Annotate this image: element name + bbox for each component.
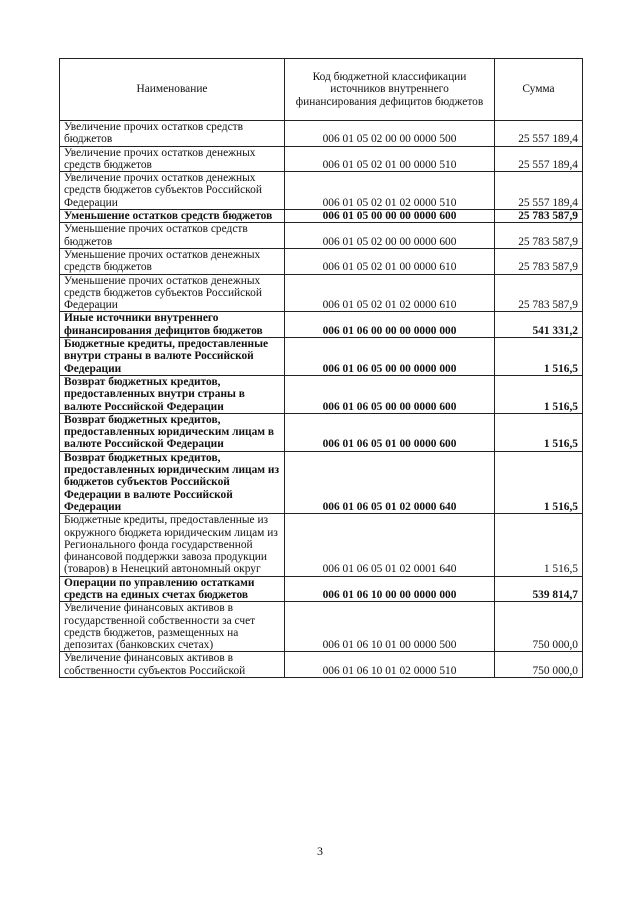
row-amount-cell: 25 783 587,9 (495, 210, 583, 223)
row-name-cell: Увеличение прочих остатков средств бюджетов (60, 121, 285, 147)
row-name-cell: Уменьшение прочих остатков денежных средств бюджетов (60, 248, 285, 274)
table-row (60, 375, 583, 413)
table-row (60, 210, 583, 223)
row-code-cell: 006 01 06 00 00 00 0000 000 (285, 312, 495, 338)
row-name-cell: Возврат бюджетных кредитов, предоставленных юридическим лицам в валюте Российской Федерации (60, 413, 285, 451)
row-code-cell: 006 01 06 05 00 00 0000 600 (285, 375, 495, 413)
budget-sources-table (59, 58, 583, 678)
row-code-cell: 006 01 06 05 01 02 0000 640 (285, 451, 495, 513)
row-code-cell: 006 01 05 02 00 00 0000 600 (285, 223, 495, 249)
row-amount-cell: 1 516,5 (495, 375, 583, 413)
table-row (60, 274, 583, 312)
row-name-cell: Уменьшение прочих остатков средств бюджетов (60, 223, 285, 249)
row-name-cell: Увеличение прочих остатков денежных средств бюджетов (60, 146, 285, 172)
row-amount-cell: 541 331,2 (495, 312, 583, 338)
row-code-cell: 006 01 05 02 01 02 0000 510 (285, 172, 495, 210)
row-code-cell: 006 01 05 02 01 00 0000 610 (285, 248, 495, 274)
row-amount-cell: 539 814,7 (495, 576, 583, 602)
row-code-cell: 006 01 05 02 01 00 0000 510 (285, 146, 495, 172)
table-row (60, 146, 583, 172)
row-code-cell: 006 01 05 02 01 02 0000 610 (285, 274, 495, 312)
row-amount-cell: 25 557 189,4 (495, 121, 583, 147)
row-code-cell: 006 01 06 05 00 00 0000 000 (285, 338, 495, 376)
table-row (60, 248, 583, 274)
row-name-cell: Возврат бюджетных кредитов, предоставленных юридическим лицам из бюджетов субъектов Российской Федерации в валюте Российской Федерации (60, 451, 285, 513)
table-body (60, 121, 583, 678)
table-header-row (60, 59, 583, 121)
row-amount-cell: 25 783 587,9 (495, 274, 583, 312)
row-name-cell: Иные источники внутреннего финансирования дефицитов бюджетов (60, 312, 285, 338)
row-code-cell: 006 01 06 10 01 02 0000 510 (285, 652, 495, 678)
table-row (60, 121, 583, 147)
header-code: Код бюджетной классификации источников внутреннего финансирования дефицитов бюджетов (285, 59, 495, 121)
table-row (60, 652, 583, 678)
row-amount-cell: 25 557 189,4 (495, 172, 583, 210)
row-name-cell: Бюджетные кредиты, предоставленные из окружного бюджета юридическим лицам из Регионального фонда государственной финансовой поддержки завоза продукции (товаров) в Ненецкий автономный округ (60, 514, 285, 576)
table-row (60, 602, 583, 652)
table-row (60, 172, 583, 210)
table-row (60, 338, 583, 376)
row-code-cell: 006 01 06 10 00 00 0000 000 (285, 576, 495, 602)
row-amount-cell: 25 783 587,9 (495, 248, 583, 274)
row-name-cell: Уменьшение остатков средств бюджетов (60, 210, 285, 223)
row-amount-cell: 1 516,5 (495, 338, 583, 376)
row-code-cell: 006 01 06 05 01 02 0001 640 (285, 514, 495, 576)
row-amount-cell: 1 516,5 (495, 451, 583, 513)
row-amount-cell: 1 516,5 (495, 413, 583, 451)
row-code-cell: 006 01 06 05 01 00 0000 600 (285, 413, 495, 451)
table-row (60, 223, 583, 249)
row-code-cell: 006 01 06 10 01 00 0000 500 (285, 602, 495, 652)
row-amount-cell: 25 783 587,9 (495, 223, 583, 249)
row-code-cell: 006 01 05 00 00 00 0000 600 (285, 210, 495, 223)
table-row (60, 312, 583, 338)
row-name-cell: Увеличение прочих остатков денежных средств бюджетов субъектов Российской Федерации (60, 172, 285, 210)
header-amount: Сумма (495, 59, 583, 121)
row-amount-cell: 750 000,0 (495, 602, 583, 652)
row-amount-cell: 1 516,5 (495, 514, 583, 576)
table-row (60, 576, 583, 602)
table-row (60, 451, 583, 513)
table-row (60, 413, 583, 451)
row-name-cell: Увеличение финансовых активов в государственной собственности за счет средств бюджетов, размещенных на депозитах (банковских счетах) (60, 602, 285, 652)
row-name-cell: Операции по управлению остатками средств на единых счетах бюджетов (60, 576, 285, 602)
table-row (60, 514, 583, 576)
row-name-cell: Уменьшение прочих остатков денежных средств бюджетов субъектов Российской Федерации (60, 274, 285, 312)
row-name-cell: Возврат бюджетных кредитов, предоставленных внутри страны в валюте Российской Федерации (60, 375, 285, 413)
page-number: 3 (317, 844, 323, 858)
row-amount-cell: 25 557 189,4 (495, 146, 583, 172)
header-name: Наименование (60, 59, 285, 121)
row-amount-cell: 750 000,0 (495, 652, 583, 678)
row-code-cell: 006 01 05 02 00 00 0000 500 (285, 121, 495, 147)
row-name-cell: Бюджетные кредиты, предоставленные внутри страны в валюте Российской Федерации (60, 338, 285, 376)
row-name-cell: Увеличение финансовых активов в собственности субъектов Российской (60, 652, 285, 678)
